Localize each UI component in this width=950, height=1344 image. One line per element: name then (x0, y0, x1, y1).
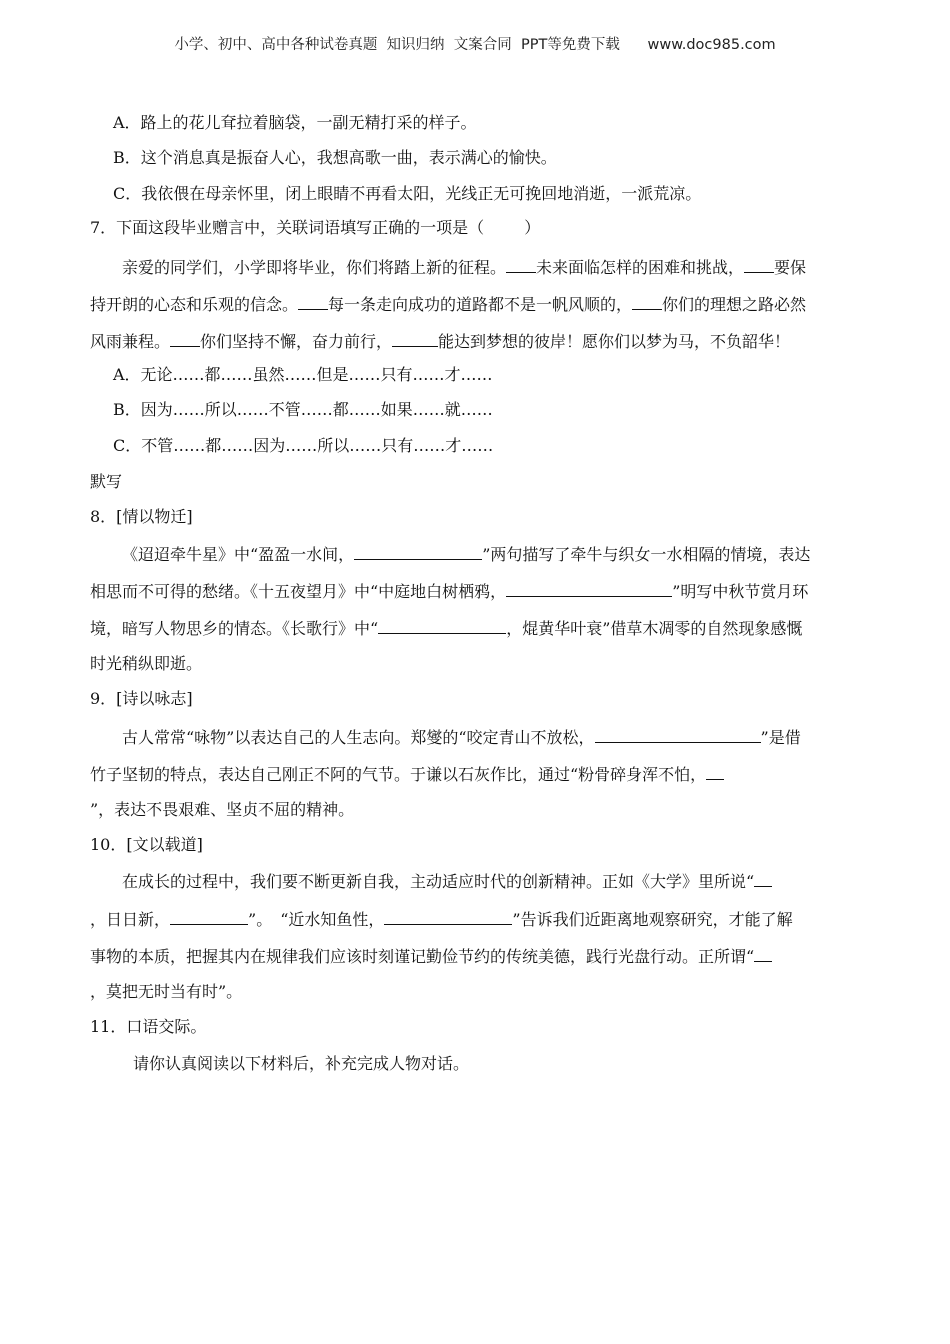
q8-text: 《迢迢牵牛星》中“盈盈一水间， (122, 545, 355, 564)
q10-title: 10．[文以载道] (90, 835, 203, 854)
q10-text: ”。 “近水知鱼性， (248, 910, 385, 929)
q11-title: 11．口语交际。 (90, 1017, 207, 1036)
q7-stem-text: 7．下面这段毕业赠言中，关联词语填写正确的一项是（ (90, 218, 485, 237)
q6-option-c: C．我依偎在母亲怀里，闭上眼睛不再看太阳，光线正无可挽回地消逝，一派荒凉。 (113, 184, 702, 203)
q7-text: 你们的理想之路必然 (662, 295, 807, 314)
answer-blank[interactable] (298, 293, 328, 310)
header-site-link[interactable]: www.doc985.com (647, 37, 776, 53)
q10-text: 事物的本质，把握其内在规律我们应该时刻谨记勤俭节约的传统美德，践行光盘行动。正所谓“ (90, 947, 755, 966)
q7-passage-line-2 (90, 293, 806, 315)
q7-text: 持开朗的心态和乐观的信念。 (90, 295, 299, 314)
q8-text: 相思而不可得的愁绪。《十五夜望月》中“中庭地白树栖鸦， (90, 582, 507, 601)
q10-text: 在成长的过程中，我们要不断更新自我，主动适应时代的创新精神。正如《大学》里所说“ (122, 872, 755, 891)
q7-passage-line-3 (90, 330, 790, 352)
q7-passage-line-1 (122, 256, 806, 278)
q10-line-4: ，莫把无时当有时”。 (90, 982, 243, 1001)
q9-text: 古人常常“咏物”以表达自己的人生志向。郑燮的“咬定青山不放松， (122, 728, 595, 747)
answer-blank[interactable] (744, 256, 774, 273)
answer-blank[interactable] (754, 945, 772, 962)
q10-line-3 (90, 945, 772, 967)
q7-text: 风雨兼程。 (90, 332, 171, 351)
q9-text: ”是借 (760, 728, 801, 747)
answer-blank[interactable] (170, 330, 200, 347)
answer-blank[interactable] (506, 580, 672, 597)
q7-text: 能达到梦想的彼岸！愿你们以梦为马，不负韶华！ (438, 332, 791, 351)
q7-option-c: C．不管……都……因为……所以……只有……才…… (113, 436, 494, 455)
q7-stem-close: ） (524, 218, 541, 237)
q8-text: 境，暗写人物思乡的情态。《长歌行》中“ (90, 619, 379, 638)
q7-text: 每一条走向成功的道路都不是一帆风顺的， (328, 295, 633, 314)
answer-blank[interactable] (170, 908, 248, 925)
q8-text: ”两句描写了牵牛与织女一水相隔的情境，表达 (482, 545, 811, 564)
section-title: 默写 (90, 472, 123, 491)
q8-line-2 (90, 580, 808, 602)
answer-blank[interactable] (384, 908, 512, 925)
answer-blank[interactable] (632, 293, 662, 310)
q6-option-a: A．路上的花儿耷拉着脑袋，一副无精打采的样子。 (113, 113, 477, 132)
q9-text: 竹子坚韧的特点，表达自己刚正不阿的气节。于谦以石灰作比，通过“粉骨碎身浑不怕， (90, 765, 707, 784)
answer-blank[interactable] (392, 330, 438, 347)
q9-line-1 (122, 726, 801, 748)
answer-blank[interactable] (595, 726, 761, 743)
q8-text: ”明写中秋节赏月环 (672, 582, 809, 601)
q7-text: 未来面临怎样的困难和挑战， (536, 258, 745, 277)
answer-blank[interactable] (706, 763, 724, 780)
q9-title: 9．[诗以咏志] (90, 689, 193, 708)
q11-line-1: 请你认真阅读以下材料后，补充完成人物对话。 (133, 1054, 470, 1073)
q6-option-b: B．这个消息真是振奋人心，我想高歌一曲，表示满心的愉快。 (113, 148, 557, 167)
answer-blank[interactable] (378, 617, 506, 634)
answer-blank[interactable] (506, 256, 536, 273)
q9-line-2 (90, 763, 724, 785)
q10-text: ”告诉我们近距离地观察研究，才能了解 (512, 910, 793, 929)
q8-line-3 (90, 617, 802, 639)
q10-text: ，日日新， (90, 910, 171, 929)
q7-option-a: A．无论……都……虽然……但是……只有……才…… (113, 365, 493, 384)
q7-text: 要保 (774, 258, 807, 277)
q7-text: 亲爱的同学们，小学即将毕业，你们将踏上新的征程。 (122, 258, 507, 277)
q10-line-2 (90, 908, 793, 930)
q8-line-1 (122, 543, 810, 565)
q7-stem (90, 218, 540, 238)
q8-text: ，焜黄华叶衰”借草木凋零的自然现象感慨 (506, 619, 803, 638)
answer-blank[interactable] (754, 870, 772, 887)
q7-text: 你们坚持不懈，奋力前行， (200, 332, 393, 351)
q9-line-3: ”，表达不畏艰难、坚贞不屈的精神。 (90, 800, 355, 819)
header-text: 小学、初中、高中各种试卷真题 知识归纳 文案合同 PPT等免费下载 (174, 37, 620, 53)
q8-line-4: 时光稍纵即逝。 (90, 654, 203, 673)
q10-line-1 (122, 870, 772, 892)
q8-title: 8．[情以物迁] (90, 507, 193, 526)
q7-option-b: B．因为……所以……不管……都……如果……就…… (113, 400, 493, 419)
answer-blank[interactable] (354, 543, 482, 560)
